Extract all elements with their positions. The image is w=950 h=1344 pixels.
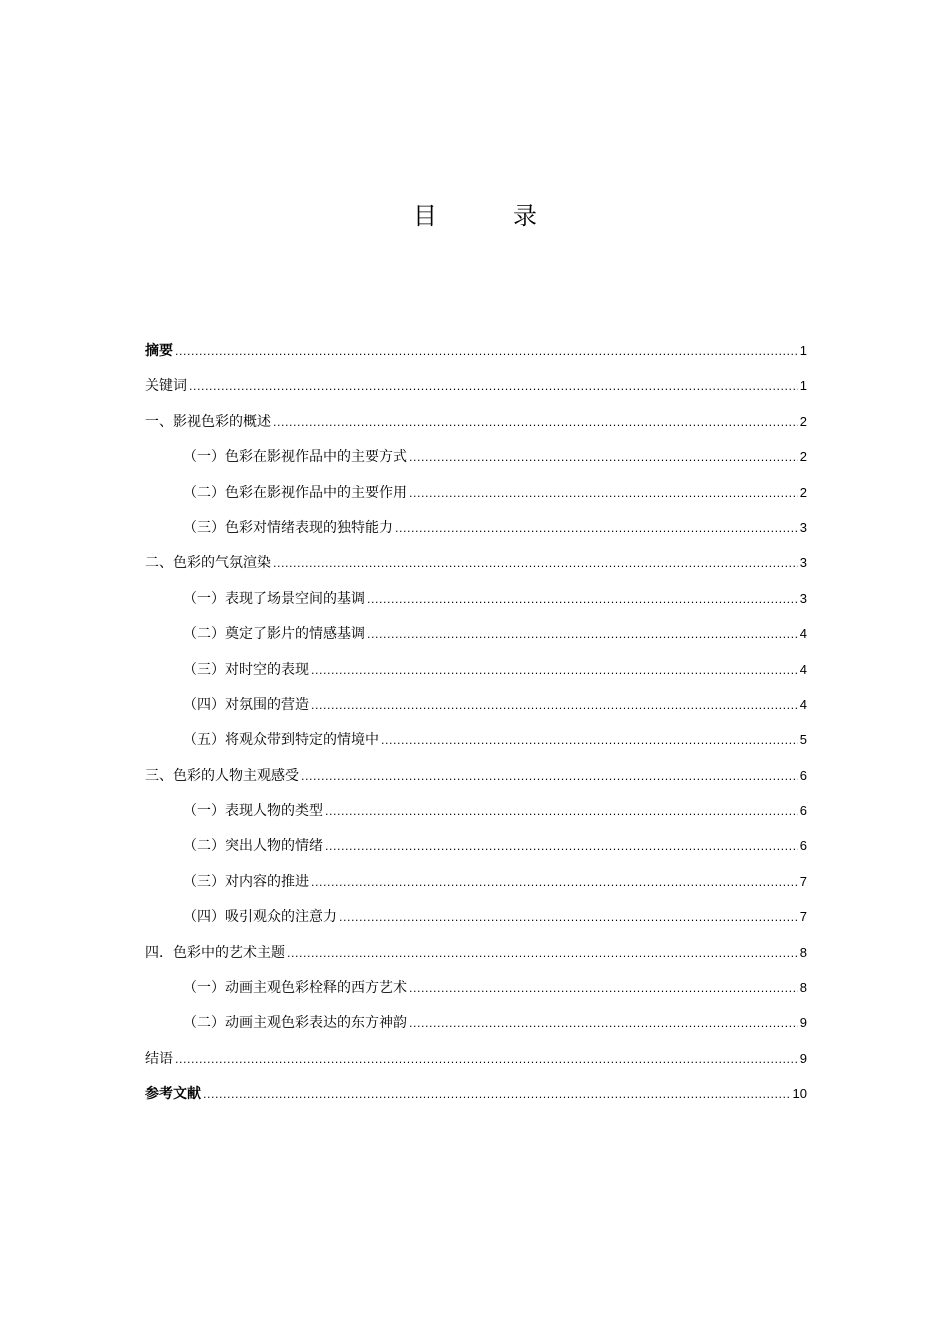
- toc-entry-page-number: 2: [799, 449, 807, 465]
- toc-dot-leader: [273, 405, 798, 440]
- toc-entry[interactable]: [145, 1076, 807, 1111]
- toc-dot-leader: [175, 1042, 798, 1077]
- toc-entry-page-number: 1: [799, 343, 807, 358]
- toc-entry-page-number: 7: [799, 873, 807, 889]
- title-char-2: 录: [513, 202, 537, 230]
- toc-entry-page-number: 4: [799, 696, 807, 712]
- toc-entry-label: （一）表现人物的类型: [183, 803, 323, 820]
- toc-entry[interactable]: [145, 581, 807, 616]
- toc-entry-page-number: 6: [799, 838, 807, 854]
- toc-entry[interactable]: [145, 1041, 807, 1076]
- toc-dot-leader: [203, 1077, 791, 1112]
- page-title: [0, 200, 950, 232]
- toc-entry-page-number: 10: [792, 1086, 807, 1102]
- toc-dot-leader: [325, 829, 798, 864]
- toc-entry[interactable]: [145, 616, 807, 651]
- toc-entry-page-number: 2: [799, 484, 807, 500]
- toc-dot-leader: [287, 936, 798, 971]
- toc-entry-label: 四．色彩中的艺术主题: [145, 944, 285, 961]
- toc-dot-leader: [311, 865, 798, 900]
- toc-dot-leader: [325, 794, 798, 829]
- toc-entry-label: （三）色彩对情绪表现的独特能力: [183, 519, 393, 536]
- toc-entry-label: 一、影视色彩的概述: [145, 413, 271, 430]
- toc-entry-page-number: 6: [799, 767, 807, 783]
- toc-dot-leader: [301, 759, 798, 794]
- toc-entry[interactable]: [145, 475, 807, 510]
- table-of-contents: [145, 333, 807, 1112]
- toc-dot-leader: [339, 900, 798, 935]
- toc-entry-label: （五）将观众带到特定的情境中: [183, 732, 379, 749]
- toc-entry-page-number: 3: [799, 590, 807, 606]
- toc-entry-label: （一）表现了场景空间的基调: [183, 590, 365, 607]
- toc-entry[interactable]: [145, 758, 807, 793]
- toc-dot-leader: [367, 582, 798, 617]
- toc-entry-page-number: 8: [799, 944, 807, 960]
- toc-dot-leader: [409, 1006, 798, 1041]
- toc-entry-page-number: 4: [799, 626, 807, 642]
- toc-entry-page-number: 9: [799, 1050, 807, 1066]
- toc-entry[interactable]: [145, 545, 807, 580]
- toc-dot-leader: [367, 617, 798, 652]
- toc-entry[interactable]: [145, 510, 807, 545]
- toc-entry-label: 摘要: [145, 343, 173, 359]
- toc-entry-label: （二）色彩在影视作品中的主要作用: [183, 484, 407, 501]
- toc-dot-leader: [409, 476, 798, 511]
- toc-entry-label: 三、色彩的人物主观感受: [145, 767, 299, 784]
- toc-entry-label: 二、色彩的气氛渲染: [145, 555, 271, 572]
- toc-dot-leader: [189, 369, 798, 404]
- toc-entry-page-number: 7: [799, 909, 807, 925]
- toc-entry-page-number: 5: [799, 732, 807, 748]
- toc-entry-label: （一）色彩在影视作品中的主要方式: [183, 449, 407, 466]
- toc-entry[interactable]: [145, 793, 807, 828]
- toc-entry[interactable]: [145, 899, 807, 934]
- toc-entry-page-number: 1: [799, 378, 807, 394]
- toc-dot-leader: [175, 334, 798, 369]
- toc-entry-label: （四）对氛围的营造: [183, 696, 309, 713]
- toc-entry[interactable]: [145, 652, 807, 687]
- toc-entry-label: （一）动画主观色彩栓释的西方艺术: [183, 980, 407, 997]
- toc-entry-page-number: 8: [799, 980, 807, 996]
- toc-entry-label: （三）对时空的表现: [183, 661, 309, 678]
- title-char-1: 目: [413, 202, 437, 230]
- toc-entry-label: 结语: [145, 1050, 173, 1067]
- toc-dot-leader: [311, 653, 798, 688]
- toc-entry-label: （四）吸引观众的注意力: [183, 909, 337, 926]
- toc-entry[interactable]: [145, 864, 807, 899]
- toc-entry[interactable]: [145, 439, 807, 474]
- toc-entry-label: （二）奠定了影片的情感基调: [183, 626, 365, 643]
- toc-dot-leader: [409, 440, 798, 475]
- toc-entry-page-number: 6: [799, 803, 807, 819]
- toc-entry-page-number: 2: [799, 413, 807, 429]
- toc-dot-leader: [395, 511, 798, 546]
- toc-entry[interactable]: [145, 404, 807, 439]
- toc-entry[interactable]: [145, 722, 807, 757]
- toc-dot-leader: [409, 971, 798, 1006]
- toc-entry[interactable]: [145, 828, 807, 863]
- toc-entry[interactable]: [145, 935, 807, 970]
- toc-entry-page-number: 3: [799, 555, 807, 571]
- toc-entry-label: （三）对内容的推进: [183, 873, 309, 890]
- toc-dot-leader: [311, 688, 798, 723]
- toc-entry[interactable]: [145, 687, 807, 722]
- toc-entry[interactable]: [145, 1005, 807, 1040]
- toc-entry-label: 参考文献: [145, 1086, 201, 1103]
- toc-entry-page-number: 9: [799, 1015, 807, 1031]
- toc-dot-leader: [381, 723, 798, 758]
- toc-entry[interactable]: [145, 368, 807, 403]
- toc-entry[interactable]: [145, 970, 807, 1005]
- toc-entry-page-number: 3: [799, 519, 807, 535]
- toc-dot-leader: [273, 546, 798, 581]
- toc-entry-label: （二）动画主观色彩表达的东方神韵: [183, 1015, 407, 1032]
- toc-entry-label: 关键词: [145, 378, 187, 395]
- toc-entry-label: （二）突出人物的情绪: [183, 838, 323, 855]
- toc-entry-page-number: 4: [799, 661, 807, 677]
- toc-entry[interactable]: [145, 333, 807, 368]
